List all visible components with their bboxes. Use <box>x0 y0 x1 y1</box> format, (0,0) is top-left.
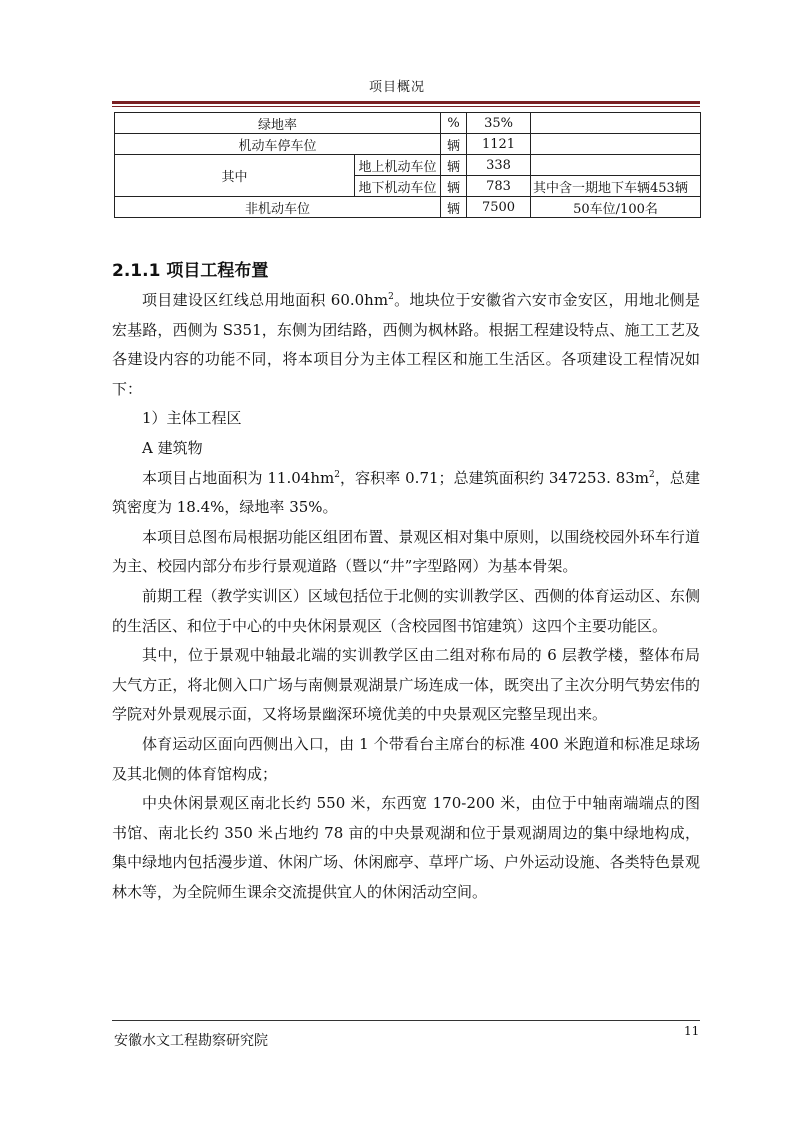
section-heading: 2.1.1 项目工程布置 <box>112 261 269 281</box>
text-run: 本项目占地面积为 11.04hm <box>142 468 335 487</box>
table-cell-unit: 辆 <box>441 176 467 197</box>
table-cell-note: 其中含一期地下车辆453辆 <box>531 176 701 197</box>
paragraph <box>112 286 700 404</box>
table-cell-value: 338 <box>467 155 531 176</box>
text-run: ，总建筑密度为 18.4%，绿地率 35%。 <box>112 468 700 517</box>
footer-organization: 安徽水文工程勘察研究院 <box>114 1033 268 1049</box>
table-cell-value: 7500 <box>467 197 531 218</box>
text-run: 。地块位于安徽省六安市金安区，用地北侧是宏基路，西侧为 S351，东侧为团结路，西侧为枫林路。根据工程建设特点、施工工艺及各建设内容的功能不同，将本项目分为主体工程区和施工生活区。各项建设工程情况如下： <box>112 291 700 398</box>
table-cell-label: 地下机动车位 <box>355 176 441 197</box>
table-cell-unit: % <box>441 113 467 134</box>
table-row <box>115 113 701 134</box>
table-cell-unit: 辆 <box>441 197 467 218</box>
paragraph: 1）主体工程区 <box>142 409 242 428</box>
header-rule-thin <box>112 106 700 107</box>
table-cell-label: 绿地率 <box>115 113 441 134</box>
table-cell-note <box>531 113 701 134</box>
page-header-title: 项目概况 <box>368 80 425 95</box>
table-cell-note <box>531 155 701 176</box>
superscript: 2 <box>388 292 394 302</box>
table-cell-note <box>531 134 701 155</box>
table-row <box>115 197 701 218</box>
text-run: 项目建设区红线总用地面积 60.0hm <box>142 291 389 309</box>
table-cell-label: 机动车停车位 <box>115 134 441 155</box>
table-cell-value: 35% <box>467 113 531 134</box>
table-cell-note: 50车位/100名 <box>531 197 701 218</box>
paragraph: 体育运动区面向西侧出入口，由 1 个带看台主席台的标准 400 米跑道和标准足球场及其北侧的体育馆构成； <box>112 734 700 783</box>
paragraph: 其中，位于景观中轴最北端的实训教学区由二组对称布局的 6 层教学楼，整体布局大气方正，将北侧入口广场与南侧景观湖景广场连成一体，既突出了主次分明气势宏伟的学院对外景观展示面，又将场景幽深环境优美的中央景观区完整呈现出来。 <box>112 646 700 724</box>
table-cell-value: 783 <box>467 176 531 197</box>
superscript: 2 <box>334 469 340 480</box>
paragraph: 前期工程（教学实训区）区域包括位于北侧的实训教学区、西侧的体育运动区、东侧的生活区、和位于中心的中央休闲景观区（含校园图书馆建筑）这四个主要功能区。 <box>112 586 700 635</box>
header-rule <box>112 101 700 104</box>
project-indicator-table <box>114 112 701 218</box>
paragraph: 中央休闲景观区南北长约 550 米，东西宽 170-200 米，由位于中轴南端端点的图书馆、南北长约 350 米占地约 78 亩的中央景观湖和位于景观湖周边的集中绿地构成，集中绿地内包括漫步道、休闲广场、休闲廊亭、草坪广场、户外运动设施、各类特色景观林木等，为全院师生课余交流提供宜人的休闲活动空间。 <box>112 794 700 901</box>
paragraph: 本项目总图布局根据功能区组团布置、景观区相对集中原则，以围绕校园外环车行道为主、校园内部分布步行景观道路（暨以“井”字型路网）为基本骨架。 <box>112 527 700 576</box>
table-cell-group: 其中 <box>115 155 355 197</box>
table-cell-unit: 辆 <box>441 134 467 155</box>
text-run: ，容积率 0.71；总建筑面积约 347253. 83m <box>339 468 650 487</box>
paragraph <box>112 464 700 523</box>
table-cell-unit: 辆 <box>441 155 467 176</box>
body-text <box>112 286 700 907</box>
table-cell-label: 地上机动车位 <box>355 155 441 176</box>
page-number: 11 <box>684 1024 700 1038</box>
table-cell-value: 1121 <box>467 134 531 155</box>
footer-rule <box>112 1020 700 1021</box>
table-row <box>115 155 701 176</box>
table-cell-label: 非机动车位 <box>115 197 441 218</box>
superscript: 2 <box>649 469 655 480</box>
table-row <box>115 134 701 155</box>
paragraph: A 建筑物 <box>142 438 203 457</box>
